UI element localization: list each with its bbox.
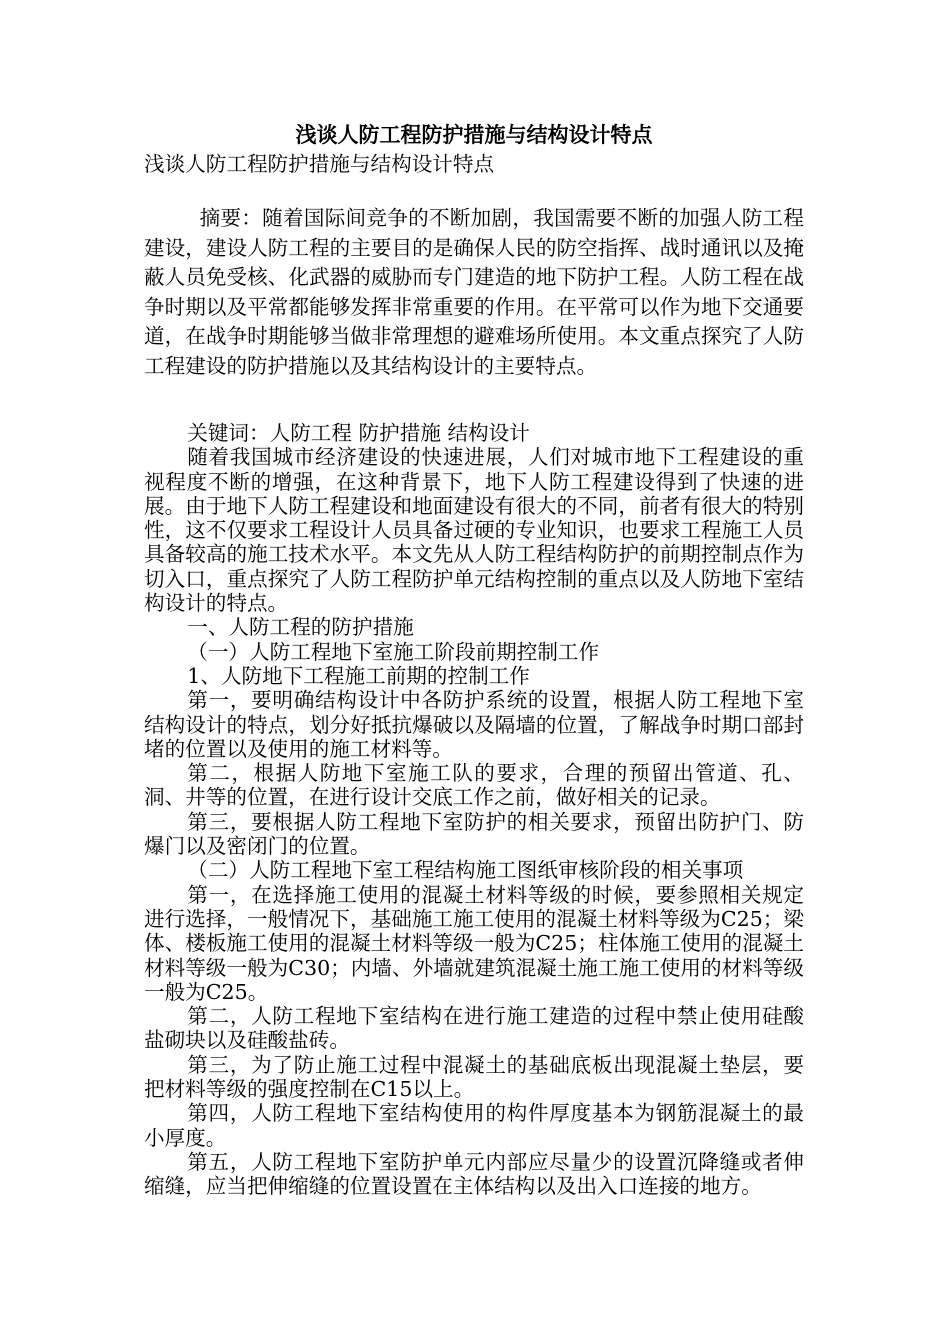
section-heading-1-1: （一）人防工程地下室施工阶段前期控制工作 [187,639,600,664]
document-title: 浅谈人防工程防护措施与结构设计特点 [295,122,653,147]
section-heading-1-2: （二）人防工程地下室工程结构施工图纸审核阶段的相关事项 [187,858,744,883]
document-subtitle: 浅谈人防工程防护措施与结构设计特点 [144,152,495,176]
keywords-line: 关键词：人防工程 防护措施 结构设计 [187,421,530,445]
body-paragraph: 第三，为了防止施工过程中混凝土的基础底板出现混凝土垫层，要把材料等级的强度控制在C15以上。 [144,1052,804,1102]
abstract-paragraph: 摘要：随着国际间竞争的不断加剧，我国需要不断的加强人防工程建设，建设人防工程的主要目的是确保人民的防空指挥、战时通讯以及掩蔽人员免受核、化武器的威胁而专门建造的地下防护工程。人防工程在战争时期以及平常都能够发挥非常重要的作用。在平常可以作为地下交通要道，在战争时期能够当做非常理想的避难场所使用。本文重点探究了人防工程建设的防护措施以及其结构设计的主要特点。 [144,206,804,378]
blank-line [144,381,804,421]
body-paragraph: 第三，要根据人防工程地下室防护的相关要求，预留出防护门、防爆门以及密闭门的位置。 [144,809,804,859]
intro-paragraph: 随着我国城市经济建设的快速进展，人们对城市地下工程建设的重视程度不断的增强，在这种背景下，地下人防工程建设得到了快速的进展。由于地下人防工程建设和地面建设有很大的不同，前者有很大的特别性，这不仅要求工程设计人员具备过硬的专业知识，也要求工程施工人员具备较高的施工技术水平。本文先从人防工程结构防护的前期控制点作为切入口，重点探究了人防工程防护单元结构控制的重点以及人防地下室结构设计的特点。 [144,445,804,616]
body-paragraph: 第四，人防工程地下室结构使用的构件厚度基本为钢筋混凝土的最小厚度。 [144,1101,804,1150]
section-heading-1-1-1: 1、人防地下工程施工前期的控制工作 [187,663,530,688]
document-body [144,120,804,1199]
body-paragraph: 第二，根据人防地下室施工队的要求，合理的预留出管道、孔、洞、井等的位置，在进行设计交底工作之前，做好相关的记录。 [144,761,804,810]
body-paragraph: 第一，在选择施工使用的混凝土材料等级的时候，要参照相关规定进行选择，一般情况下，基础施工施工使用的混凝土材料等级为C25；梁体、楼板施工使用的混凝土材料等级一般为C25；柱体施工使用的混凝土材料等级一般为C30；内墙、外墙就建筑混凝土施工施工使用的材料等级一般为C25。 [144,882,804,1004]
body-paragraph: 第一，要明确结构设计中各防护系统的设置，根据人防工程地下室结构设计的特点，划分好抵抗爆破以及隔墙的位置，了解战争时期口部封堵的位置以及使用的施工材料等。 [144,688,804,761]
body-paragraph: 第五，人防工程地下室防护单元内部应尽量少的设置沉降缝或者伸缩缝，应当把伸缩缝的位置设置在主体结构以及出入口连接的地方。 [144,1149,804,1199]
section-heading-1: 一、人防工程的防护措施 [187,615,414,640]
blank-line [144,178,804,204]
body-paragraph: 第二，人防工程地下室结构在进行施工建造的过程中禁止使用硅酸盐砌块以及硅酸盐砖。 [144,1004,804,1053]
